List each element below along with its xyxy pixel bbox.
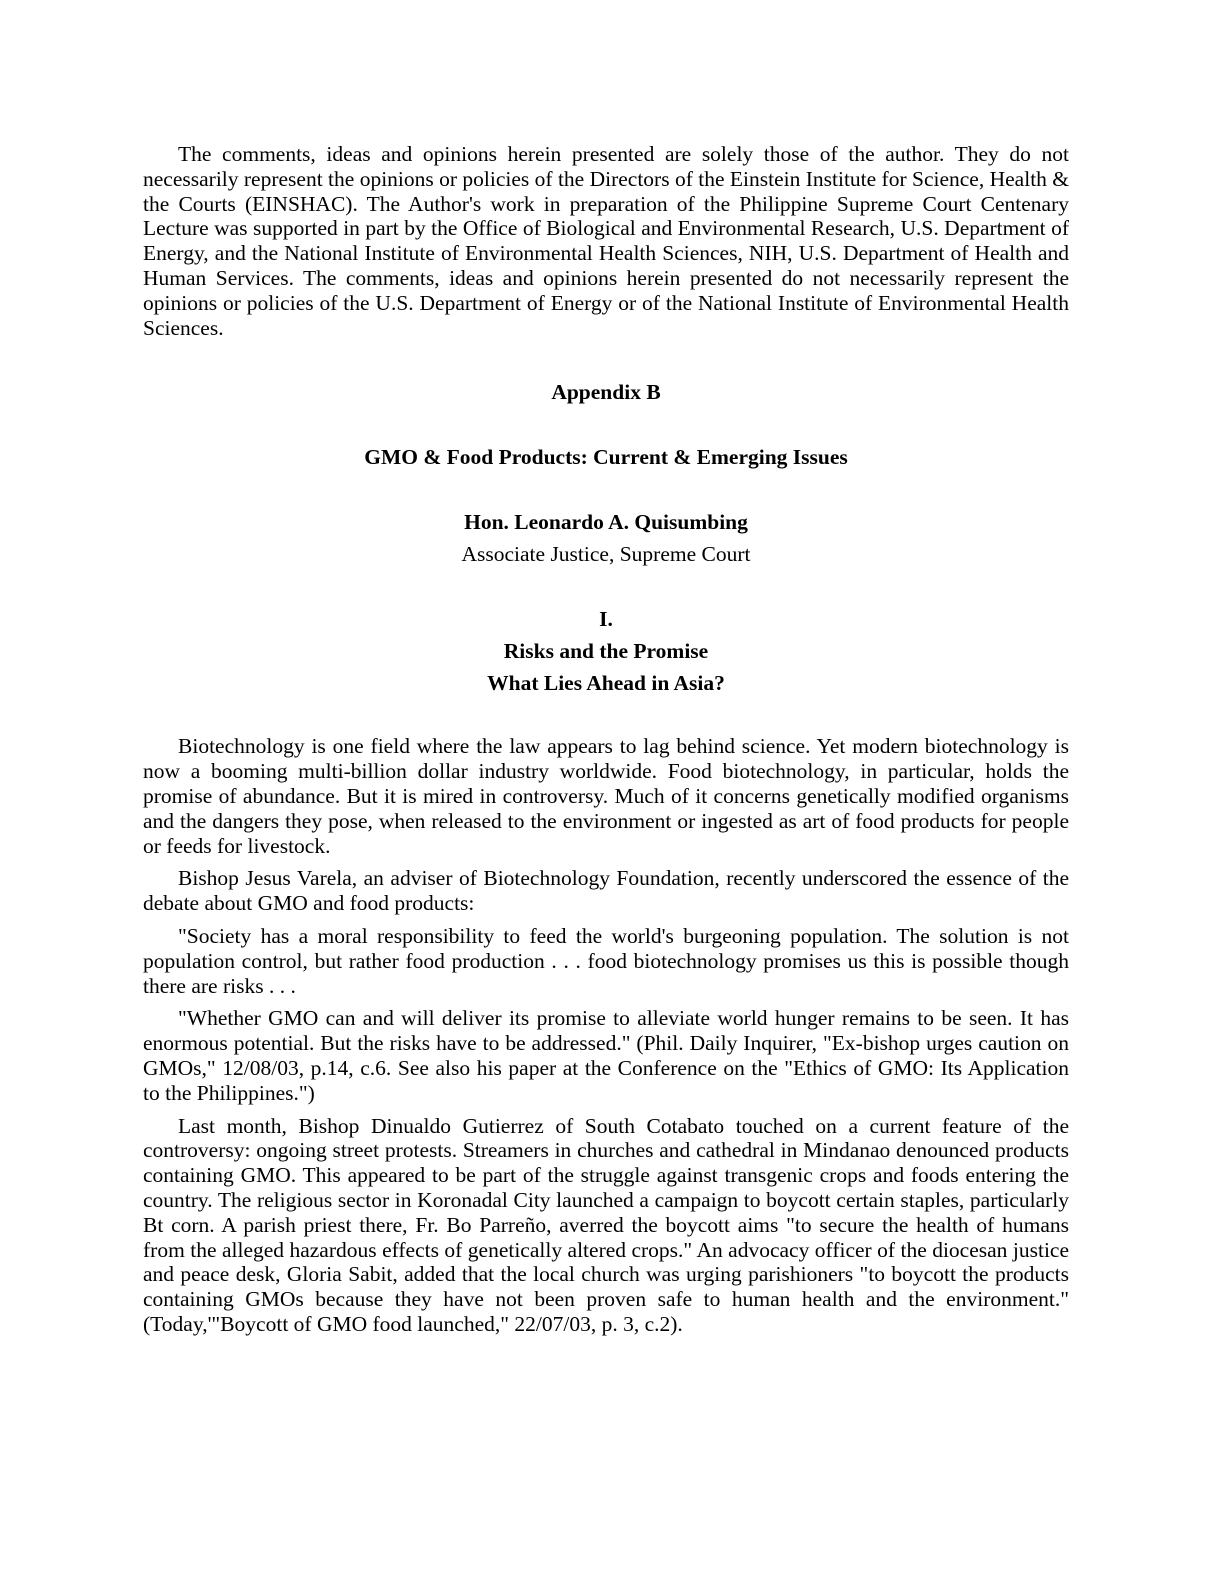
document-page [143, 142, 1069, 1337]
section-title-line2: What Lies Ahead in Asia? [487, 671, 725, 696]
disclaimer-paragraph: The comments, ideas and opinions herein presented are solely those of the author. They do not necessarily represent the opinions or policies of the Directors of the Einstein Institute for Science, Health & the Courts (EINSHAC). The Author's work in preparation of the Philippine Supreme Court Centenary Lecture was supported in part by the Office of Biological and Environmental Research, U.S. Department of Energy, and the National Institute of Environmental Health Sciences, NIH, U.S. Department of Health and Human Services. The comments, ideas and opinions herein presented do not necessarily represent the opinions or policies of the U.S. Department of Energy or of the National Institute of Environmental Health Sciences. [143, 142, 1070, 340]
section-title-line1: Risks and the Promise [503, 639, 709, 664]
body-text [143, 734, 1069, 1336]
quote-paragraph: "Society has a moral responsibility to feed the world's burgeoning population. The solution is not population control, but rather food production . . . food biotechnology promises us this is possible though there are risks . . . [143, 923, 1069, 998]
section-number: I. [599, 607, 613, 632]
appendix-heading: Appendix B [551, 380, 661, 405]
body-paragraph: Last month, Bishop Dinualdo Gutierrez of South Cotabato touched on a current feature of the controversy: ongoing street protests. Streamers in churches and cathedral in Mindanao denounced products containing GMO. This appeared to be part of the struggle against transgenic crops and foods entering the country. The religious sector in Koronadal City launched a campaign to boycott certain staples, particularly Bt corn. A parish priest there, Fr. Bo Parreño, averred the boycott aims "to secure the health of humans from the alleged hazardous effects of genetically altered crops." An advocacy officer of the diocesan justice and peace desk, Gloria Sabit, added that the local church was urging parishioners "to boycott the products containing GMOs because they have not been proven safe to human health and the environment." (Today,'"Boycott of GMO food launched," 22/07/03, p. 3, c.2). [143, 1113, 1069, 1336]
author-name: Hon. Leonardo A. Quisumbing [464, 510, 748, 535]
quote-paragraph: "Whether GMO can and will deliver its promise to alleviate world hunger remains to be seen. It has enormous potential. But the risks have to be addressed." (Phil. Daily Inquirer, "Ex-bishop urges caution on GMOs," 12/08/03, p.14, c.6. See also his paper at the Conference on the "Ethics of GMO: Its Application to the Philippines.") [143, 1006, 1069, 1105]
author-position: Associate Justice, Supreme Court [461, 542, 751, 567]
document-title: GMO & Food Products: Current & Emerging Issues [364, 445, 848, 470]
body-paragraph: Bishop Jesus Varela, an adviser of Biotechnology Foundation, recently underscored the essence of the debate about GMO and food products: [143, 866, 1069, 916]
body-paragraph: Biotechnology is one field where the law appears to lag behind science. Yet modern biotechnology is now a booming multi-billion dollar industry worldwide. Food biotechnology, in particular, holds the promise of abundance. But it is mired in controversy. Much of it concerns genetically modified organisms and the dangers they pose, when released to the environment or ingested as art of food products for people or feeds for livestock. [143, 734, 1069, 858]
